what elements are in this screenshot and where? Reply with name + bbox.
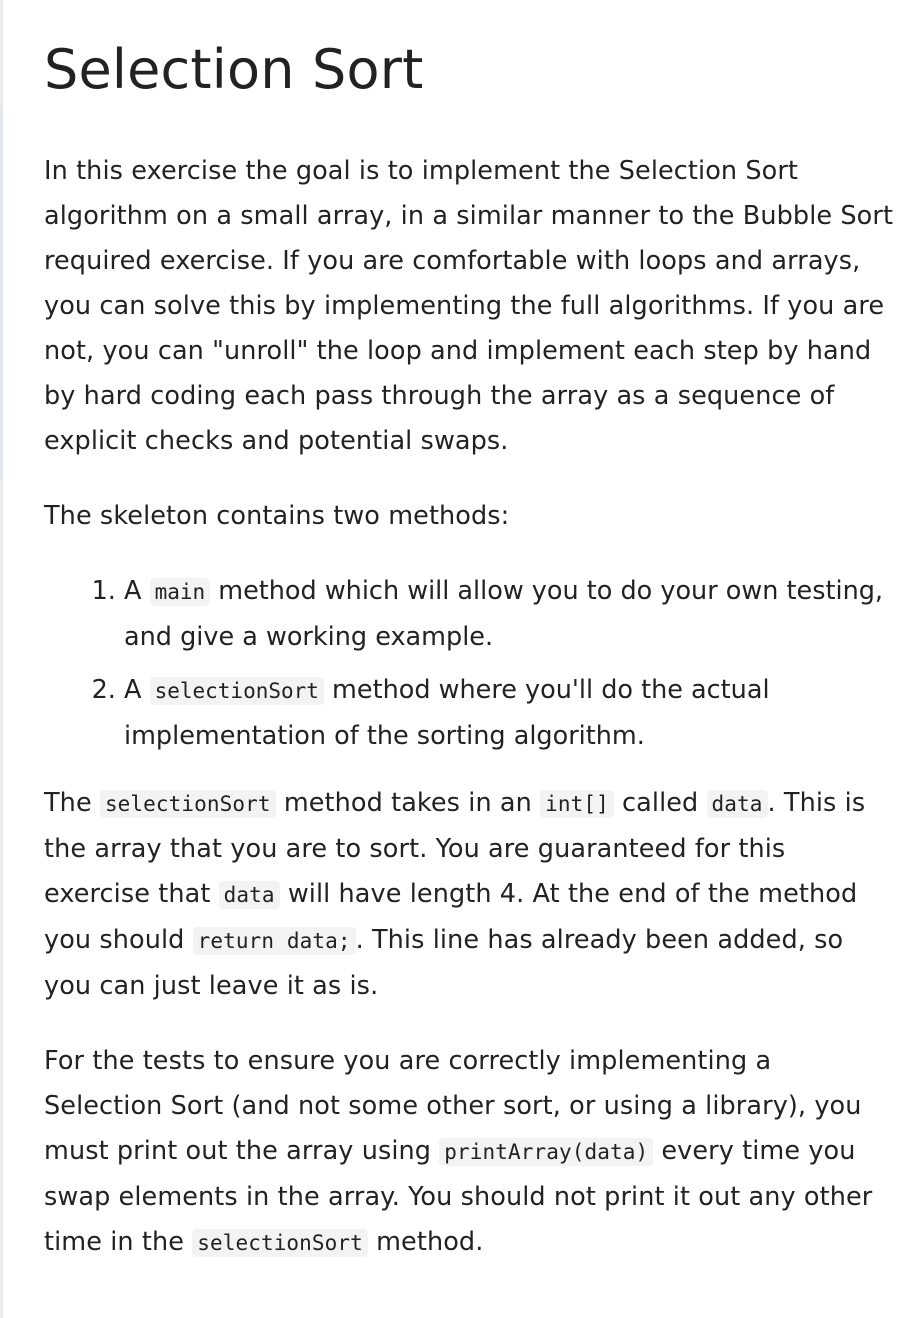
- list-item-text: method which will allow you to do your own testing, and give a working example.: [124, 576, 884, 652]
- page-title: Selection Sort: [44, 38, 424, 101]
- text-span: method takes in an: [275, 788, 541, 818]
- text-span: . This is the array that you are to sort. You are guaranteed for this exercise that: [44, 788, 866, 909]
- code-return-data: return data;: [193, 927, 356, 955]
- list-item-main: [124, 569, 894, 660]
- text-span: every time you swap elements in the array. You should not print it out any other time in the: [44, 1136, 873, 1257]
- details-paragraph: [44, 781, 894, 1009]
- code-int-array: int[]: [540, 790, 614, 818]
- text-span: The: [44, 788, 100, 818]
- code-data: data: [707, 790, 768, 818]
- list-item-selection-sort: [124, 668, 894, 759]
- text-span: For the tests to ensure you are correctly implementing a Selection Sort (and not some other sort, or using a library), you must print out the array using: [44, 1046, 862, 1166]
- document-content: [44, 0, 894, 1266]
- code-main: main: [150, 578, 211, 606]
- skeleton-paragraph: The skeleton contains two methods:: [44, 501, 510, 531]
- code-selection-sort: selectionSort: [100, 790, 276, 818]
- text-span: method.: [367, 1227, 484, 1257]
- text-span: will have length 4. At the end of the method you should: [44, 879, 858, 955]
- intro-paragraph: In this exercise the goal is to implement the Selection Sort algorithm on a small array, in a similar manner to the Bubble Sort required exercise. If you are comfortable with loops and arrays, you can solve this by implementing the full algorithms. If you are not, you can "unroll" the loop and implement each step by hand by hard coding each pass through the array as a sequence of explicit checks and potential swaps.: [44, 156, 894, 456]
- tests-paragraph: [44, 1039, 894, 1266]
- list-item-prefix: A: [124, 576, 150, 606]
- list-item-prefix: A: [124, 675, 150, 705]
- left-border-accent: [0, 105, 3, 480]
- list-item-text: method where you'll do the actual implementation of the sorting algorithm.: [124, 675, 770, 751]
- code-print-array: printArray(data): [439, 1138, 653, 1166]
- code-selection-sort: selectionSort: [150, 677, 324, 705]
- code-data: data: [219, 881, 280, 909]
- code-selection-sort: selectionSort: [192, 1229, 368, 1257]
- text-span: . This line has already been added, so you can just leave it as is.: [44, 925, 844, 1001]
- text-span: called: [613, 788, 707, 818]
- methods-list: [44, 569, 894, 759]
